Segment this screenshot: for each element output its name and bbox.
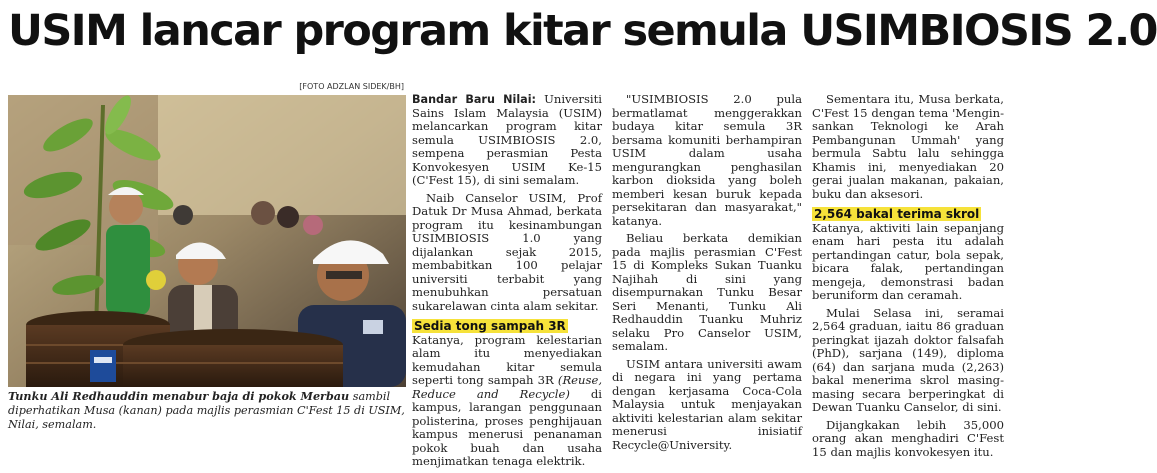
paragraph-1 bbox=[412, 93, 602, 188]
paragraph-3a: Katanya, program kelestarian alam itu menyediakan kemudahan kitar semula seperti tong sampah 3R bbox=[412, 332, 602, 387]
subhead-bakal-terima-skrol: 2,564 bakal terima skrol bbox=[814, 207, 980, 221]
news-photo bbox=[8, 95, 406, 387]
article-column-2 bbox=[612, 93, 802, 456]
article-column-3 bbox=[812, 93, 1004, 463]
paragraph-7: Sementara itu, Musa berkata, C'Fest 15 dengan tema 'Menginsankan Teknologi ke Arah Pembangunan Ummah' yang bermula Sabtu lalu sehingga Khamis ini, menyediakan 20 gerai jualan makanan, pakaian, buku dan aksesori. bbox=[812, 92, 1004, 201]
paragraph-6: USIM antara universiti awam di negara ini yang pertama dengan kerjasama Coca-Cola Malaysia untuk menjayakan aktiviti kelestarian alam sekitar menerusi inisiatif Recycle@University. bbox=[612, 356, 802, 452]
paragraph-3 bbox=[412, 334, 602, 469]
photo-credit: [FOTO ADZLAN SIDEK/BH] bbox=[299, 82, 404, 91]
paragraph-3-italic: (Reuse, Reduce and Recycle) bbox=[412, 373, 602, 401]
dateline: Bandar Baru Nilai: bbox=[412, 93, 537, 106]
paragraph-1-text: Universiti Sains Islam Malaysia (USIM) melancarkan program kitar semula USIMBIOSIS 2.0, sempena perasmian Pesta Konvokesyen USIM Ke-15 (C'Fest 15), di sini semalam. bbox=[412, 92, 603, 187]
paragraph-3b: di kampus, larangan penggunaan polisterina, proses penghijauan kampus menerusi penanaman pokok buah dan usaha menjimatkan tenaga elektrik. bbox=[412, 386, 602, 468]
photo-caption bbox=[8, 389, 406, 432]
paragraph-5: Beliau berkata demikian pada majlis perasmian C'Fest 15 di Kompleks Sukan Tuanku Najihah di sini yang disempurnakan Tunku Besar Seri Menanti, Tunku Ali Redhauddin Tuanku Muhriz selaku Pro Canselor USIM, semalam. bbox=[612, 231, 802, 353]
paragraph-4: "USIMBIOSIS 2.0 pula bermatlamat menggerakkan budaya kitar semula 3R bersama komuniti berhampiran USIM dalam usaha mengurangkan penghasilan karbon dioksida yang boleh memberi kesan buruk kepada persekitaran dan masyarakat," katanya. bbox=[612, 92, 802, 228]
paragraph-2: Naib Canselor USIM, Prof Datuk Dr Musa Ahmad, berkata program itu kesinambungan USIMBIOSIS 1.0 yang dijalankan sejak 2015, membabitkan 100 pelajar universiti terbabit yang menubuhkan persatuan sukarelawan cinta alam sekitar. bbox=[412, 190, 602, 313]
subhead-sedia-tong-sampah: Sedia tong sampah 3R bbox=[414, 319, 566, 333]
paragraph-8: Katanya, aktiviti lain sepanjang enam hari pesta itu adalah pertandingan catur, bola sepak, bicara falak, pertandingan mengeja, demonstrasi badan beruniform dan ceramah. bbox=[812, 220, 1004, 302]
headline: USIM lancar program kitar semula USIMBIOSIS 2.0 bbox=[8, 6, 1157, 56]
paragraph-9: Mulai Selasa ini, seramai 2,564 graduan, iaitu 86 graduan peringkat ijazah doktor falsafah (PhD), sarjana (149), diploma (64) dan sarjana muda (2,263) bakal menerima skrol masing-masing secara berperingkat di Dewan Tuanku Canselor, di sini. bbox=[812, 305, 1004, 414]
caption-rest: sambil diperhatikan Musa (kanan) pada majlis perasmian C'Fest 15 di USIM, Nilai, semalam. bbox=[8, 390, 405, 431]
caption-bold: Tunku Ali Redhauddin menabur baja di pokok Merbau bbox=[8, 389, 350, 403]
article-column-1 bbox=[412, 93, 602, 473]
paragraph-10: Dijangkakan lebih 35,000 orang akan menghadiri C'Fest 15 dan majlis konvokesyen itu. bbox=[812, 417, 1004, 459]
